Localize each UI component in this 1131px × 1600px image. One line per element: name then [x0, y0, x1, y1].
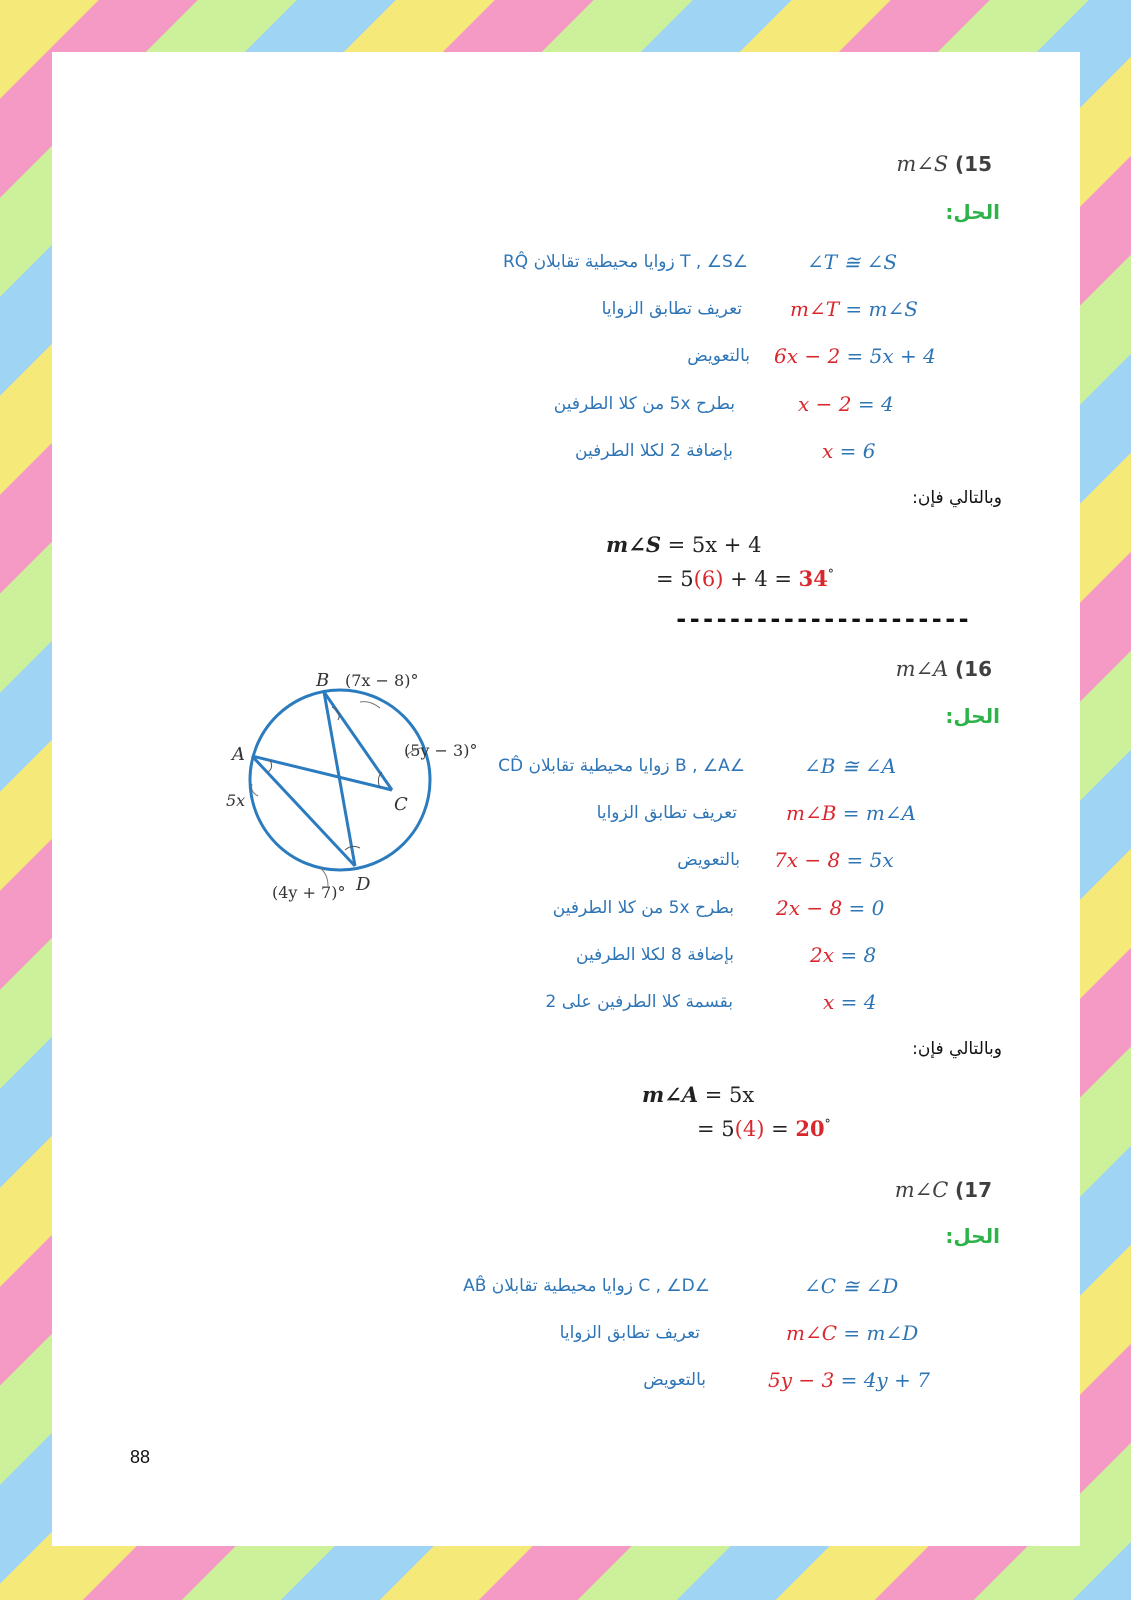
- q15-eq-3: 6x − 2 = 5x + 4: [774, 344, 936, 368]
- q16-heading: [896, 657, 992, 681]
- q15-reason-3: بالتعويض: [687, 346, 750, 366]
- q17-solution-label: الحل:: [945, 1224, 1000, 1248]
- q17-eq-2: m∠C = m∠D: [786, 1321, 919, 1345]
- q16-number: 16): [955, 657, 992, 681]
- circle-figure: [220, 660, 490, 950]
- arc-label-d: (4y + 7)°: [272, 883, 346, 902]
- q17-eq-3: 5y − 3 = 4y + 7: [768, 1368, 930, 1392]
- q17-number: 17): [955, 1178, 992, 1202]
- q15-eq-5: x = 6: [822, 439, 876, 463]
- q16-expr: m∠A: [895, 657, 949, 681]
- angle-mark-b: [332, 707, 339, 720]
- arc-callout-b: [360, 702, 380, 708]
- q16-eq-5: 2x = 8: [810, 943, 877, 967]
- q16-reason-4: بطرح 5x من كلا الطرفين: [552, 898, 734, 918]
- q17-eq-1: ∠C ≅ ∠D: [804, 1274, 899, 1298]
- q17-reason-1: ∠C , ∠D زوايا محيطية تقابلان AB̂: [463, 1276, 710, 1296]
- q16-result-line-2: = 5(4) = 20°: [697, 1116, 831, 1141]
- arc-label-b: (7x − 8)°: [345, 671, 419, 690]
- q15-expr: m∠S: [896, 152, 949, 176]
- q15-result-value: 34: [798, 566, 828, 591]
- q15-eq-1: ∠T ≅ ∠S: [807, 250, 898, 274]
- q16-solution-label: الحل:: [945, 704, 1000, 728]
- q16-eq-1: ∠B ≅ ∠A: [804, 754, 897, 778]
- q17-expr: m∠C: [894, 1178, 949, 1202]
- q15-result-lhs: m∠S: [606, 532, 661, 557]
- q15-eq-2: m∠T = m∠S: [790, 297, 918, 321]
- q15-eq-4: x − 2 = 4: [798, 392, 894, 416]
- q16-reason-1: ∠B , ∠A زوايا محيطية تقابلان CD̂: [498, 756, 745, 776]
- q16-reason-6: بقسمة كلا الطرفين على 2: [545, 992, 733, 1012]
- q16-eq-6: x = 4: [823, 990, 877, 1014]
- q17-heading: [895, 1178, 992, 1202]
- page-number: 88: [130, 1447, 151, 1467]
- q16-result-line-1: [642, 1082, 754, 1107]
- q15-heading: [896, 152, 992, 176]
- q15-solution-label: الحل:: [945, 200, 1000, 224]
- point-label-b: B: [316, 670, 330, 691]
- point-label-d: D: [356, 874, 371, 895]
- q16-reason-3: بالتعويض: [677, 850, 740, 870]
- q15-result-rhs: = 5x + 4: [660, 533, 762, 557]
- q16-result-rhs: = 5x: [698, 1083, 755, 1107]
- q16-result-lhs: m∠A: [642, 1082, 699, 1107]
- q16-eq-3: 7x − 8 = 5x: [774, 848, 894, 872]
- q16-therefore: وبالتالي فإن:: [912, 1039, 1002, 1059]
- q15-result-line-1: [606, 532, 761, 557]
- section-divider: ----------------------: [674, 605, 970, 633]
- q16-eq-4: 2x − 8 = 0: [776, 896, 885, 920]
- point-label-c: C: [394, 794, 408, 815]
- arc-label-c: (5y − 3)°: [404, 741, 478, 760]
- q15-reason-2: تعريف تطابق الزوايا: [601, 299, 742, 319]
- q17-reason-3: بالتعويض: [643, 1370, 706, 1390]
- point-label-a: A: [232, 744, 245, 765]
- arc-label-a: 5x: [226, 791, 246, 810]
- q17-reason-2: تعريف تطابق الزوايا: [559, 1323, 700, 1343]
- q16-eq-2: m∠B = m∠A: [786, 801, 917, 825]
- q16-reason-2: تعريف تطابق الزوايا: [596, 803, 737, 823]
- q15-reason-1: ∠T , ∠S زوايا محيطية تقابلان RQ̂: [502, 252, 748, 272]
- q15-therefore: وبالتالي فإن:: [912, 488, 1002, 508]
- q15-number: 15): [955, 152, 992, 176]
- document-page: [52, 52, 1080, 1546]
- q16-result-value: 20: [795, 1116, 825, 1141]
- q16-reason-5: بإضافة 8 لكلا الطرفين: [576, 945, 734, 965]
- q15-reason-4: بطرح 5x من كلا الطرفين: [553, 394, 735, 414]
- q15-reason-5: بإضافة 2 لكلا الطرفين: [575, 441, 733, 461]
- q15-result-line-2: = 5(6) + 4 = 34°: [656, 566, 834, 591]
